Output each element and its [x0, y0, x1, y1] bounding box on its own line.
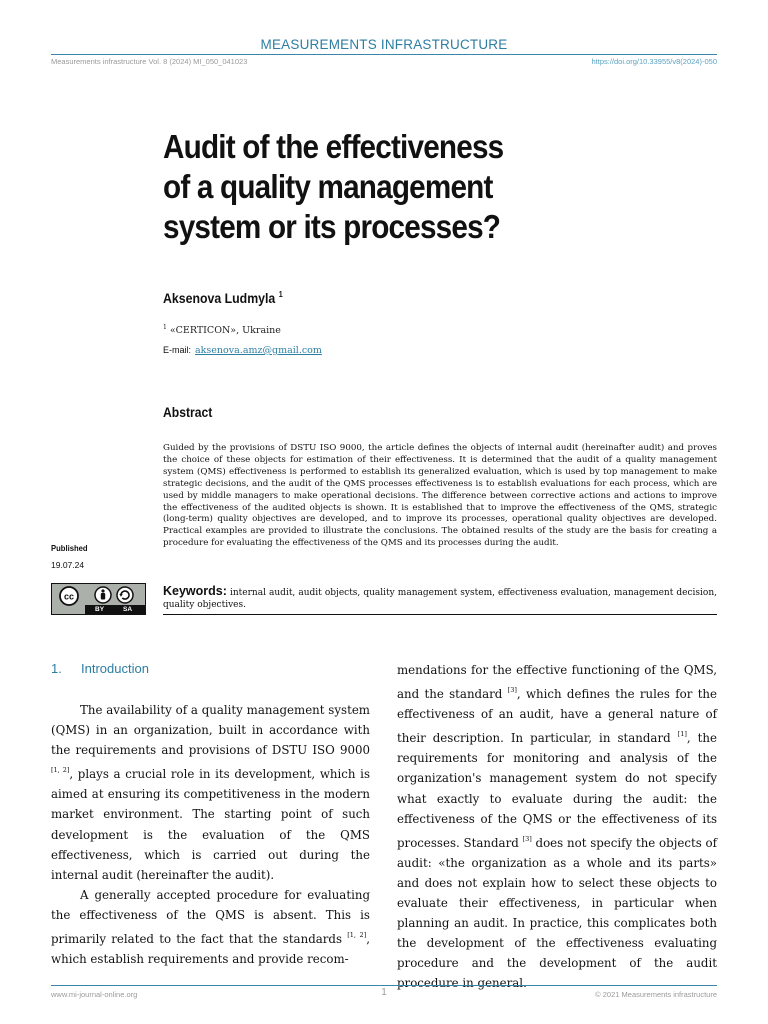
published-date: 19.07.24 — [51, 560, 85, 570]
footer-copyright: © 2021 Measurements infrastructure — [595, 990, 717, 999]
title-line: system or its processes? — [163, 208, 501, 245]
paragraph-text: A generally accepted procedure for evaluating the effectiveness of the QMS is absent. This is primarily related to the fact that the standards — [51, 887, 370, 947]
affiliation-text: «CERTICON», Ukraine — [169, 325, 281, 336]
right-column — [397, 660, 717, 994]
paragraph-text: , which defines the rules for the effectiveness of an audit, have a general nature of their description. In particular, in standard — [397, 687, 718, 746]
attribution-icon — [94, 586, 112, 604]
article-title — [163, 127, 541, 247]
paragraph — [51, 885, 370, 969]
header-divider — [51, 54, 717, 55]
license-strip — [85, 605, 145, 614]
doi-link[interactable]: https://doi.org/10.33955/v8(2024)-050 — [591, 57, 717, 66]
affiliation — [163, 324, 281, 336]
citation-ref[interactable]: [3] — [507, 686, 517, 695]
section-title: Introduction — [81, 661, 149, 676]
footer-url[interactable]: www.mi-journal-online.org — [51, 990, 138, 999]
abstract-text: Guided by the provisions of DSTU ISO 9000, the article defines the objects of internal audit (hereinafter audit) and proves the choice of these objects for estimation of their effectiveness. It is determined that the audit of a quality management system (QMS) effectiveness is performed to establish its generalized evaluation, which is used by top management to make strategic decisions, and the audit of the QMS processes effectiveness is to establish evaluations for each process, which are used by middle managers to make operational decisions. The difference between corrective actions and actions to improve the effectiveness of the audited objects is shown. It is established that to improve the effectiveness of the QMS, strategic (long-term) quality objectives are developed, and to improve its processes, operational quality objectives are developed. Practical examples are provided to illustrate the conclusions. The obtained results of the study are the basis for creating a procedure for evaluating the effectiveness of the QMS and its processes during the audit. — [163, 443, 717, 549]
page-number: 1 — [381, 987, 387, 998]
keywords-divider — [163, 614, 717, 615]
title-line: of a quality management — [163, 168, 493, 205]
email-link[interactable]: aksenova.amz@gmail.com — [195, 345, 322, 356]
affiliation-marker: 1 — [163, 324, 167, 331]
email-label: E-mail: — [163, 345, 192, 355]
citation-ref[interactable]: [3] — [522, 834, 532, 843]
svg-text:cc: cc — [63, 591, 75, 602]
paragraph-text: , plays a crucial role in its development, which is aimed at ensuring its competitiveness in the modern market environment. The starting point of such development is the evaluation of the QMS effectiveness, which is carried out during the internal audit (hereinafter the audit). — [51, 767, 370, 882]
title-line: Audit of the effectiveness — [163, 128, 504, 165]
journal-title: MEASUREMENTS INFRASTRUCTURE — [260, 37, 508, 52]
author-name — [163, 290, 283, 306]
share-alike-icon — [116, 586, 134, 604]
license-sa-label: SA — [123, 606, 133, 613]
section-number: 1. — [51, 661, 62, 676]
section-heading — [51, 661, 149, 676]
paragraph — [397, 660, 717, 994]
citation-ref[interactable]: [1] — [677, 730, 687, 739]
keywords-text: internal audit, audit objects, quality management system, effectiveness evaluation, management decision, quality objectives. — [163, 588, 717, 610]
cc-logo-icon — [54, 586, 84, 606]
keywords-label: Keywords: — [163, 584, 227, 598]
paragraph-text: mendations for the effective functioning of the QMS, and the standard — [397, 663, 717, 702]
keywords — [163, 585, 717, 611]
paragraph — [51, 700, 370, 885]
email-row — [163, 345, 322, 356]
paragraph-text: does not specify the objects of audit: «the organization as a whole and its parts» and does not explain how to select these objects to evaluate their effectiveness, in particular when planning an audit. In practice, this complicates both the development of the effectiveness evaluating procedure and the development of the audit procedure in general. — [397, 835, 717, 991]
header-citation: Measurements infrastructure Vol. 8 (2024) MI_050_041023 — [51, 57, 248, 66]
author-name-text: Aksenova Ludmyla — [163, 290, 276, 306]
citation-ref[interactable]: [1, 2] — [347, 931, 367, 940]
paragraph-text: The availability of a quality management system (QMS) in an organization, built in accordance with the requirements and provisions of DSTU ISO 9000 — [51, 703, 370, 758]
footer-divider — [51, 985, 717, 986]
left-column — [51, 700, 370, 969]
abstract-heading: Abstract — [163, 405, 213, 420]
paragraph-text: , which establish requirements and provide recom- — [51, 932, 370, 967]
paragraph-text: , the requirements for monitoring and analysis of the organization's management system do not specify what exactly to evaluate during the audit: the effectiveness of the QMS or the effectiveness of its processes. Standard — [397, 731, 717, 850]
citation-ref[interactable]: [1, 2] — [51, 766, 70, 775]
published-label: Published — [51, 543, 88, 553]
author-affiliation-marker: 1 — [278, 290, 283, 299]
license-by-label: BY — [95, 606, 105, 613]
cc-license-badge[interactable] — [51, 583, 146, 615]
